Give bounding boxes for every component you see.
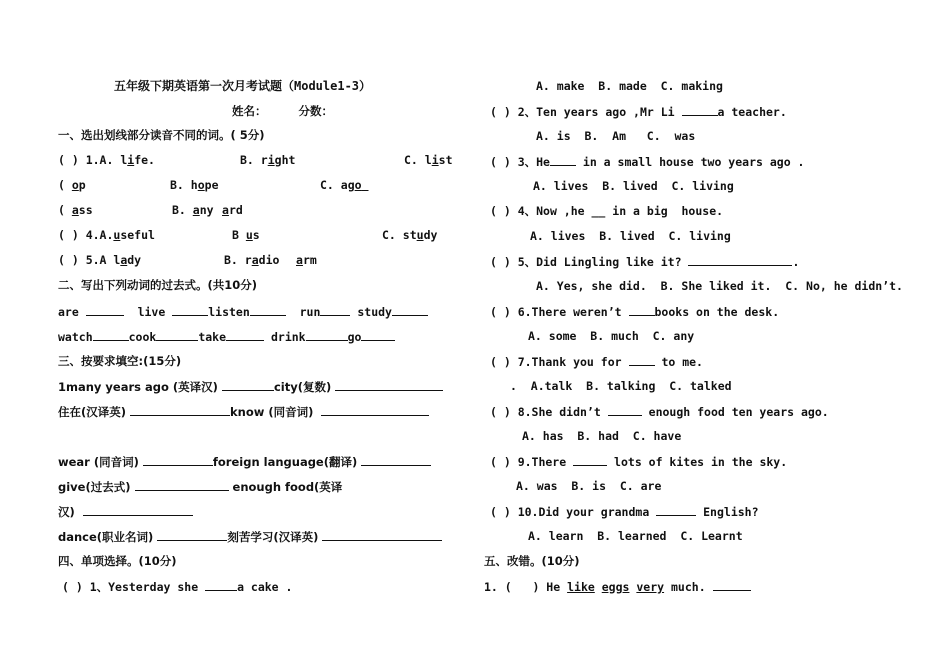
blank-study-hard[interactable]	[322, 529, 442, 541]
section1-heading: 一、选出划线部分读音不同的词。( 5分)	[58, 128, 265, 142]
s3-row3: wear (同音词) foreign language(翻译)	[58, 454, 431, 469]
section2-heading: 二、写出下列动词的过去式。(共10分)	[58, 278, 258, 292]
s4-q2-options: A. is B. Am C. was	[536, 129, 696, 143]
s4-q5: ( ) 5、Did Lingling like it? .	[490, 255, 800, 269]
blank-s5-q1[interactable]	[713, 579, 751, 591]
s3-row5: 汉)	[58, 504, 193, 519]
blank-watch[interactable]	[93, 329, 129, 341]
s1-row1-c: C. list	[404, 153, 453, 167]
s3-row1: 1many years ago (英译汉) city(复数)	[58, 379, 443, 394]
blank-know[interactable]	[321, 404, 429, 416]
s4-q5-options: A. Yes, she did. B. She liked it. C. No, he didn’t.	[536, 279, 903, 293]
blank-listen[interactable]	[250, 304, 286, 316]
s5-q1: 1. ( ) He like eggs very much.	[484, 579, 751, 594]
s1-row1-b: B. right	[240, 153, 296, 167]
s4-q4-options: A. lives B. lived C. living	[530, 229, 731, 243]
s4-q9: ( ) 9.There lots of kites in the sky.	[490, 455, 788, 469]
blank-dance[interactable]	[157, 529, 227, 541]
blank-live[interactable]	[172, 304, 208, 316]
s1-row5-b: B. radio	[224, 253, 280, 267]
blank-study[interactable]	[392, 304, 428, 316]
blank-q6[interactable]	[629, 304, 655, 316]
s1-row3-c: ard	[222, 203, 243, 217]
blank-q3[interactable]	[550, 154, 576, 166]
blank-go[interactable]	[361, 329, 395, 341]
blank-live-in[interactable]	[130, 404, 230, 416]
s4-q8: ( ) 8.She didn’t enough food ten years ago.	[490, 405, 829, 419]
s1-row3-b: B. any	[172, 203, 214, 217]
blank-many-years[interactable]	[222, 379, 274, 391]
s4-q3-options: A. lives B. lived C. living	[533, 179, 734, 193]
s4-q6: ( ) 6.There weren’t books on the desk.	[490, 305, 780, 319]
blank-are[interactable]	[86, 304, 124, 316]
blank-city[interactable]	[335, 379, 443, 391]
s4-q9-options: A. was B. is C. are	[516, 479, 662, 493]
section3-heading: 三、按要求填空:(15分)	[58, 354, 182, 368]
s1-row2-b: B. hope	[170, 178, 219, 192]
blank-cook[interactable]	[156, 329, 198, 341]
s3-row6: dance(职业名词) 刻苦学习(汉译英)	[58, 529, 442, 544]
blank-q5[interactable]	[688, 254, 792, 266]
blank-take[interactable]	[226, 329, 264, 341]
s4-q1-options: A. make B. made C. making	[536, 79, 723, 93]
blank-q8[interactable]	[608, 404, 642, 416]
page-title: 五年级下期英语第一次月考试题（Module1-3）	[114, 79, 372, 93]
s1-row3-a: ( ass	[58, 203, 93, 217]
s3-row2: 住在(汉译英) know (同音词)	[58, 404, 429, 419]
s4-q1: ( ) 1、Yesterday she a cake .	[62, 580, 293, 594]
s4-q6-options: A. some B. much C. any	[528, 329, 695, 343]
s2-row1: are live listen run study	[58, 304, 428, 319]
s1-row4-b: B us	[232, 228, 260, 242]
section4-heading: 四、单项选择。(10分)	[58, 554, 177, 568]
s3-row4: give(过去式) enough food(英译	[58, 480, 343, 494]
s2-row2: watch cook take drink go	[58, 329, 395, 344]
s4-q10-options: A. learn B. learned C. Learnt	[528, 529, 743, 543]
blank-foreign[interactable]	[361, 454, 431, 466]
s1-row2-c: C. ago	[320, 178, 362, 192]
blank-q7[interactable]	[629, 354, 655, 366]
blank-q9[interactable]	[573, 454, 607, 466]
section5-heading: 五、改错。(10分)	[484, 554, 580, 568]
s4-q10: ( ) 10.Did your grandma English?	[490, 505, 759, 519]
s4-q2: ( ) 2、Ten years ago ,Mr Li a teacher.	[490, 105, 787, 119]
s1-row4-c: C. study	[382, 228, 438, 242]
blank-q10[interactable]	[656, 504, 696, 516]
blank-q1[interactable]	[205, 579, 237, 591]
s4-q7-options: . A.talk B. talking C. talked	[510, 379, 732, 393]
s1-row4-a: ( ) 4.A.useful	[58, 228, 155, 242]
blank-run[interactable]	[320, 304, 350, 316]
blank-q2[interactable]	[682, 104, 718, 116]
blank-drink[interactable]	[306, 329, 348, 341]
s4-q3: ( ) 3、He in a small house two years ago .	[490, 155, 805, 169]
blank-enough-food[interactable]	[83, 504, 193, 516]
s1-row5-c: arm	[296, 253, 317, 267]
s1-row5-a: ( ) 5.A lady	[58, 253, 142, 267]
name-score-line: 姓名： 分数：	[232, 104, 334, 118]
s1-row1-a: ( ) 1.A. life.	[58, 153, 155, 167]
s4-q8-options: A. has B. had C. have	[522, 429, 682, 443]
blank-wear[interactable]	[143, 454, 213, 466]
s1-row2-a: ( op	[58, 178, 86, 192]
s4-q4: ( ) 4、Now ,he __ in a big house.	[490, 204, 724, 218]
blank-give[interactable]	[135, 479, 229, 491]
s4-q7: ( ) 7.Thank you for to me.	[490, 355, 703, 369]
